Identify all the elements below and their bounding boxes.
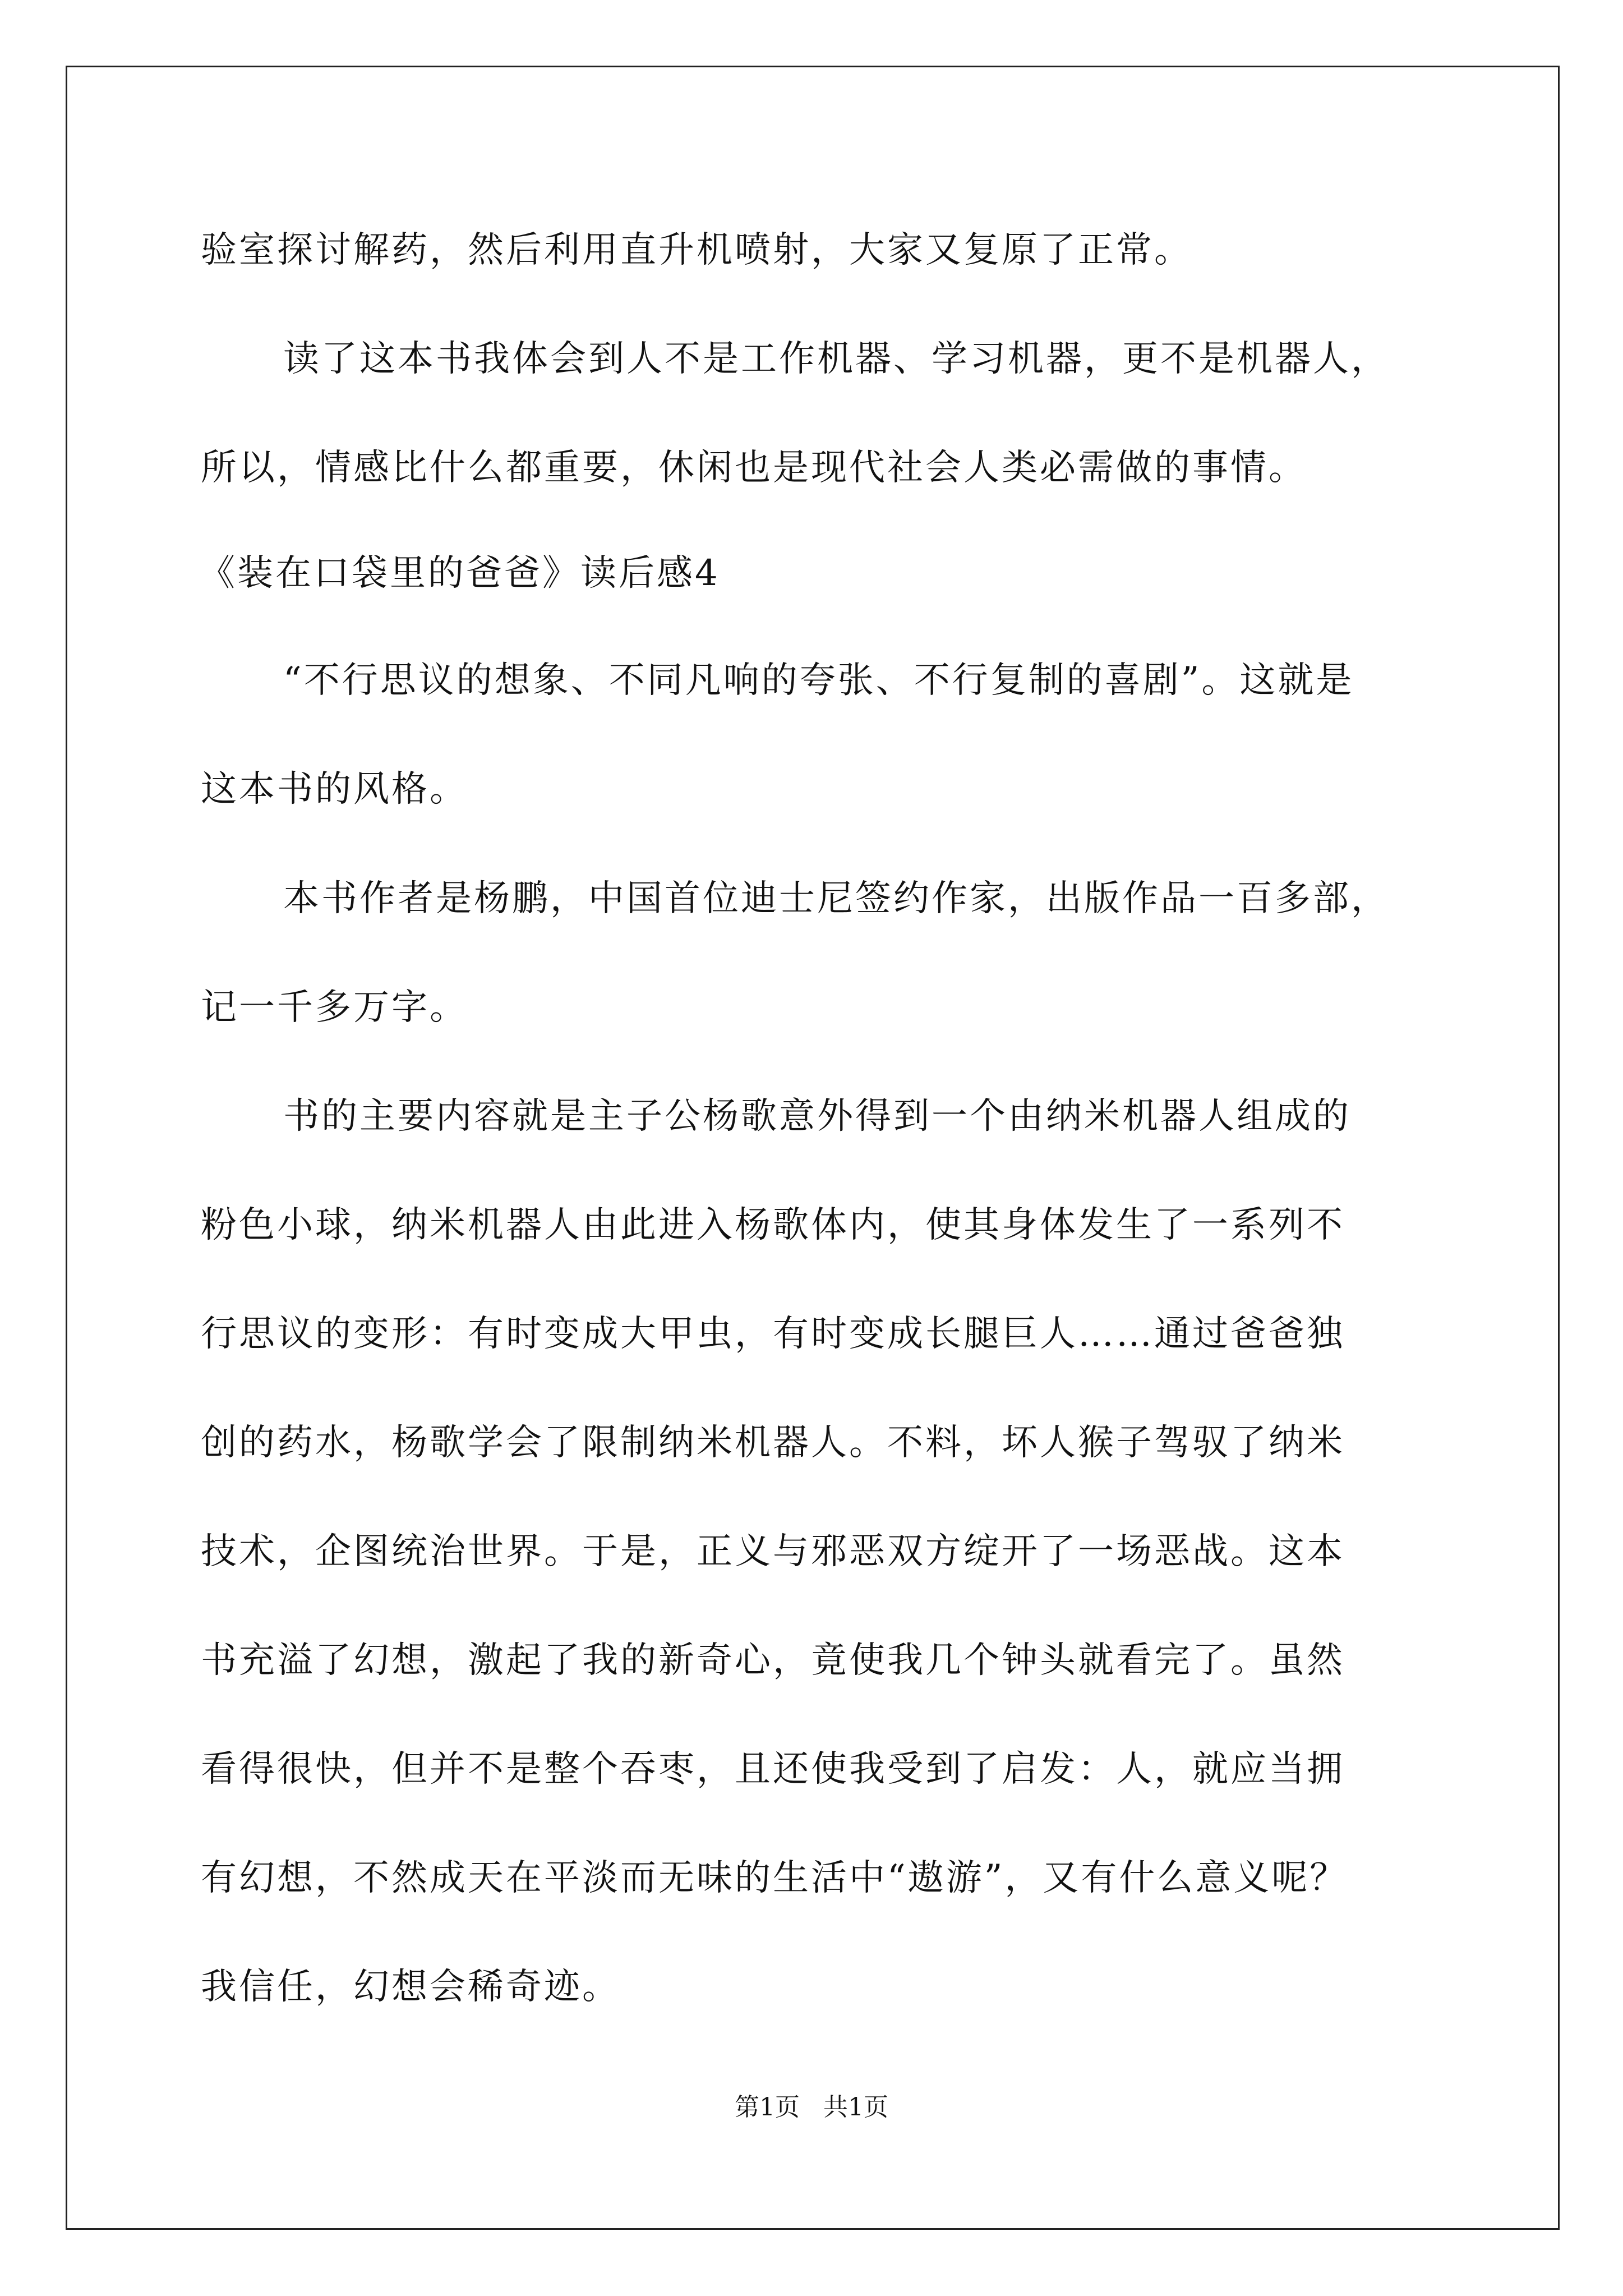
text-line-8: 记一千多万字。	[201, 987, 468, 1028]
text-line-3: 所以，情感比什么都重要，休闲也是现代社会人类必需做的事情。	[201, 447, 1307, 489]
text-line-7: 本书作者是杨鹏，中国首位迪士尼签约作家，出版作品一百多部，	[283, 878, 1389, 919]
text-line-10: 粉色小球，纳米机器人由此进入杨歌体内，使其身体发生了一系列不	[201, 1204, 1345, 1246]
page-border	[66, 66, 1560, 2230]
text-line-5: “不行思议的想象、不同凡响的夸张、不行复制的喜剧”。这就是	[283, 660, 1354, 701]
text-line-17: 我信任，幻想会稀奇迹。	[201, 1966, 620, 2008]
text-line-15: 看得很快，但并不是整个吞枣，且还使我受到了启发：人，就应当拥	[201, 1749, 1345, 1790]
section-heading: 《装在口袋里的爸爸》读后感4	[199, 553, 720, 594]
text-line-14: 书充溢了幻想，激起了我的新奇心，竟使我几个钟头就看完了。虽然	[201, 1640, 1345, 1681]
page-number-footer: 第1页 共1页	[735, 2093, 888, 2122]
text-line-1: 验室探讨解药，然后利用直升机喷射，大家又复原了正常。	[201, 229, 1192, 271]
text-line-11: 行思议的变形：有时变成大甲虫，有时变成长腿巨人……通过爸爸独	[201, 1313, 1345, 1355]
text-line-9: 书的主要内容就是主子公杨歌意外得到一个由纳米机器人组成的	[283, 1096, 1351, 1137]
text-line-6: 这本书的风格。	[201, 769, 468, 810]
text-line-16: 有幻想，不然成天在平淡而无味的生活中“遨游”，又有什么意义呢？	[201, 1857, 1348, 1899]
text-line-2: 读了这本书我体会到人不是工作机器、学习机器，更不是机器人，	[283, 338, 1389, 380]
text-line-12: 创的药水，杨歌学会了限制纳米机器人。不料，坏人猴子驾驭了纳米	[201, 1422, 1345, 1464]
text-line-13: 技术，企图统治世界。于是，正义与邪恶双方绽开了一场恶战。这本	[201, 1531, 1345, 1572]
